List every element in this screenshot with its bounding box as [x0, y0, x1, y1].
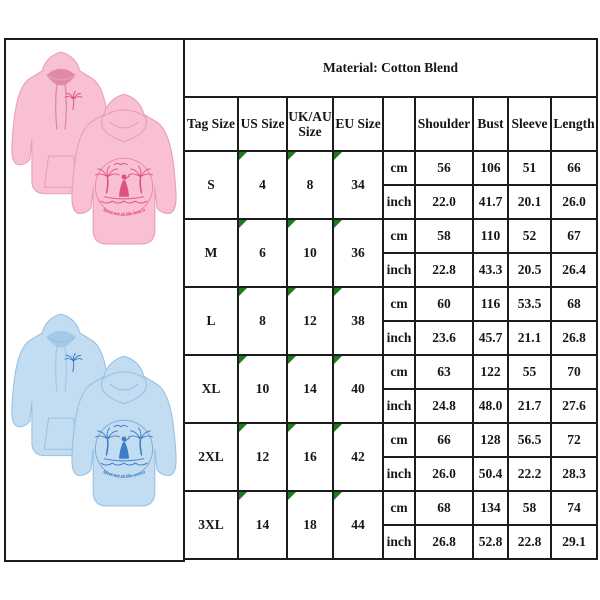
- tag-size-cell: L: [184, 287, 238, 355]
- unit-label: cm: [383, 151, 415, 185]
- corner-indicator-icon: [239, 288, 247, 296]
- tag-size-cell: 3XL: [184, 491, 238, 559]
- blue-hoodie-back-image: [69, 352, 179, 517]
- corner-indicator-icon: [334, 356, 342, 364]
- graphic-text: Meet me at the beach: [101, 207, 147, 218]
- tag-size-cell: S: [184, 151, 238, 219]
- bust-cm: 128: [473, 423, 508, 457]
- header-length: Length: [551, 97, 597, 151]
- length-inch: 29.1: [551, 525, 597, 559]
- unit-label: inch: [383, 253, 415, 287]
- header-us-size: US Size: [238, 97, 287, 151]
- sleeve-cm: 51: [508, 151, 551, 185]
- bust-cm: 110: [473, 219, 508, 253]
- us-size-cell: 12: [238, 423, 287, 491]
- shoulder-cm: 58: [415, 219, 473, 253]
- shoulder-inch: 26.0: [415, 457, 473, 491]
- bust-cm: 122: [473, 355, 508, 389]
- size-row-l-cm: [184, 287, 597, 321]
- bust-inch: 41.7: [473, 185, 508, 219]
- bust-inch: 48.0: [473, 389, 508, 423]
- eu-size-cell: 40: [333, 355, 383, 423]
- bust-inch: 52.8: [473, 525, 508, 559]
- sleeve-cm: 53.5: [508, 287, 551, 321]
- material-title: Material: Cotton Blend: [184, 39, 597, 97]
- sleeve-inch: 20.1: [508, 185, 551, 219]
- tag-size-cell: 2XL: [184, 423, 238, 491]
- unit-label: cm: [383, 219, 415, 253]
- uk-size-cell: 12: [287, 287, 333, 355]
- bust-cm: 116: [473, 287, 508, 321]
- header-row: [184, 97, 597, 151]
- eu-size-cell: 42: [333, 423, 383, 491]
- eu-size-cell: 34: [333, 151, 383, 219]
- corner-indicator-icon: [288, 492, 296, 500]
- us-size-cell: 14: [238, 491, 287, 559]
- us-size-cell: 10: [238, 355, 287, 423]
- pink-hoodie-images: [6, 48, 183, 263]
- eu-size-cell: 38: [333, 287, 383, 355]
- header-unit: [383, 97, 415, 151]
- length-cm: 70: [551, 355, 597, 389]
- size-row-s-cm: [184, 151, 597, 185]
- unit-label: cm: [383, 491, 415, 525]
- tag-size-cell: M: [184, 219, 238, 287]
- sleeve-cm: 58: [508, 491, 551, 525]
- sleeve-inch: 22.2: [508, 457, 551, 491]
- size-row-2xl-cm: [184, 423, 597, 457]
- title-row: [184, 39, 597, 97]
- bust-cm: 106: [473, 151, 508, 185]
- header-tag-size: Tag Size: [184, 97, 238, 151]
- shoulder-inch: 24.8: [415, 389, 473, 423]
- length-inch: 26.0: [551, 185, 597, 219]
- length-cm: 67: [551, 219, 597, 253]
- header-shoulder: Shoulder: [415, 97, 473, 151]
- length-cm: 66: [551, 151, 597, 185]
- length-inch: 26.8: [551, 321, 597, 355]
- header-uk-au-size: UK/AU Size: [287, 97, 333, 151]
- eu-size-cell: 36: [333, 219, 383, 287]
- corner-indicator-icon: [239, 492, 247, 500]
- corner-indicator-icon: [288, 152, 296, 160]
- uk-size-cell: 18: [287, 491, 333, 559]
- size-row-xl-cm: [184, 355, 597, 389]
- us-size-cell: 8: [238, 287, 287, 355]
- corner-indicator-icon: [288, 356, 296, 364]
- bust-inch: 50.4: [473, 457, 508, 491]
- eu-size-cell: 44: [333, 491, 383, 559]
- pink-hoodie-back-image: [69, 90, 179, 255]
- unit-label: cm: [383, 423, 415, 457]
- sleeve-cm: 52: [508, 219, 551, 253]
- corner-indicator-icon: [334, 220, 342, 228]
- sleeve-inch: 21.7: [508, 389, 551, 423]
- sleeve-inch: 21.1: [508, 321, 551, 355]
- sleeve-cm: 55: [508, 355, 551, 389]
- corner-indicator-icon: [239, 220, 247, 228]
- uk-size-cell: 16: [287, 423, 333, 491]
- header-sleeve: Sleeve: [508, 97, 551, 151]
- product-image-panel: [4, 38, 185, 562]
- corner-indicator-icon: [239, 424, 247, 432]
- shoulder-inch: 22.0: [415, 185, 473, 219]
- shoulder-cm: 60: [415, 287, 473, 321]
- length-inch: 27.6: [551, 389, 597, 423]
- shoulder-cm: 66: [415, 423, 473, 457]
- unit-label: inch: [383, 185, 415, 219]
- length-inch: 28.3: [551, 457, 597, 491]
- uk-size-cell: 14: [287, 355, 333, 423]
- header-bust: Bust: [473, 97, 508, 151]
- bust-inch: 43.3: [473, 253, 508, 287]
- us-size-cell: 4: [238, 151, 287, 219]
- shoulder-inch: 26.8: [415, 525, 473, 559]
- unit-label: inch: [383, 525, 415, 559]
- uk-size-cell: 10: [287, 219, 333, 287]
- bust-cm: 134: [473, 491, 508, 525]
- corner-indicator-icon: [288, 288, 296, 296]
- graphic-text: Meet me at the ocean: [101, 469, 147, 480]
- shoulder-cm: 63: [415, 355, 473, 389]
- corner-indicator-icon: [334, 288, 342, 296]
- corner-indicator-icon: [288, 220, 296, 228]
- corner-indicator-icon: [334, 152, 342, 160]
- unit-label: cm: [383, 355, 415, 389]
- shoulder-cm: 68: [415, 491, 473, 525]
- corner-indicator-icon: [288, 424, 296, 432]
- bust-inch: 45.7: [473, 321, 508, 355]
- sleeve-cm: 56.5: [508, 423, 551, 457]
- sleeve-inch: 22.8: [508, 525, 551, 559]
- header-eu-size: EU Size: [333, 97, 383, 151]
- unit-label: inch: [383, 457, 415, 491]
- size-row-m-cm: [184, 219, 597, 253]
- unit-label: inch: [383, 321, 415, 355]
- unit-label: inch: [383, 389, 415, 423]
- us-size-cell: 6: [238, 219, 287, 287]
- tag-size-cell: XL: [184, 355, 238, 423]
- length-inch: 26.4: [551, 253, 597, 287]
- shoulder-cm: 56: [415, 151, 473, 185]
- size-chart-table: [183, 38, 598, 560]
- blue-hoodie-images: [6, 310, 183, 525]
- length-cm: 74: [551, 491, 597, 525]
- shoulder-inch: 23.6: [415, 321, 473, 355]
- shoulder-inch: 22.8: [415, 253, 473, 287]
- size-row-3xl-cm: [184, 491, 597, 525]
- length-cm: 72: [551, 423, 597, 457]
- corner-indicator-icon: [239, 356, 247, 364]
- uk-size-cell: 8: [287, 151, 333, 219]
- sleeve-inch: 20.5: [508, 253, 551, 287]
- corner-indicator-icon: [334, 492, 342, 500]
- corner-indicator-icon: [239, 152, 247, 160]
- corner-indicator-icon: [334, 424, 342, 432]
- unit-label: cm: [383, 287, 415, 321]
- length-cm: 68: [551, 287, 597, 321]
